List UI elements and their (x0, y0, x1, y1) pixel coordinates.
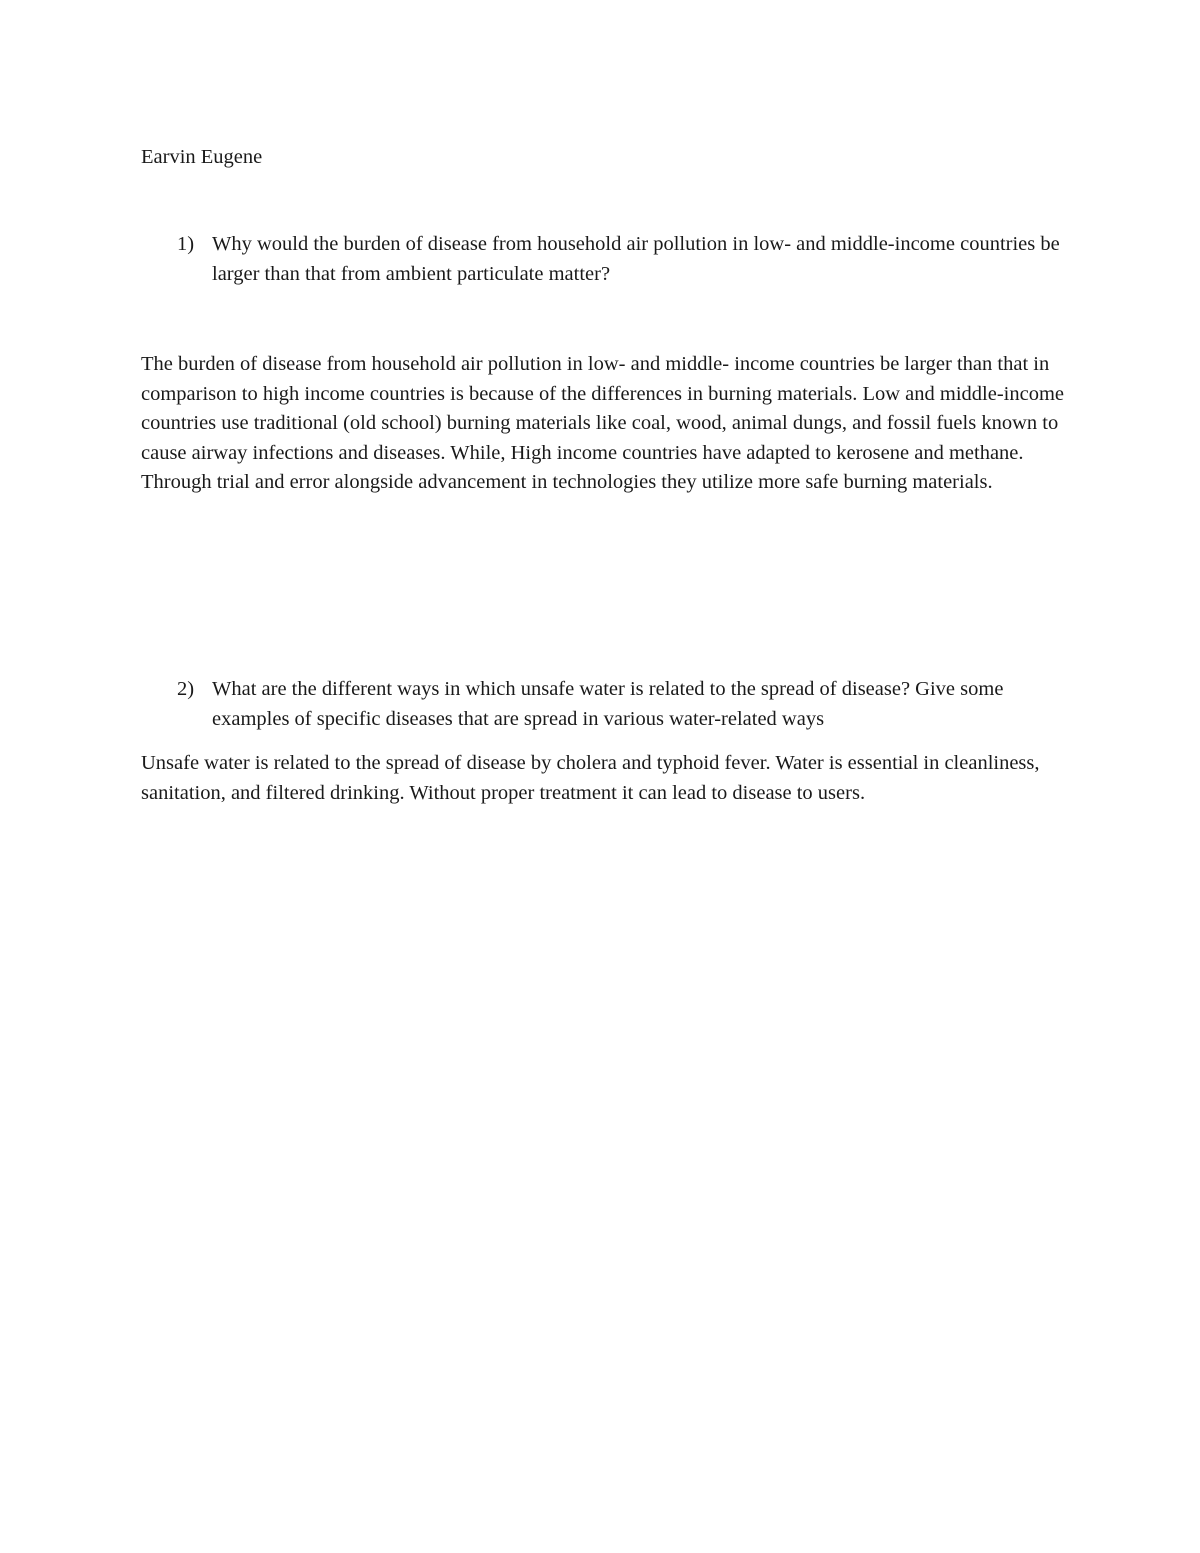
answer-text: The burden of disease from household air pollution in low- and middle- income countries be larger than that in comparison to high income countries is because of the differences in burning materials. Low and middle-income countries use traditional (old school) burning materials like coal, wood, animal dungs, and fossil fuels known to cause airway infections and diseases. While, High income countries have adapted to kerosene and methane. Through trial and error alongside advancement in technologies they utilize more safe burning materials. (141, 353, 1064, 493)
question-number: 2) (177, 678, 195, 700)
author-name: Earvin Eugene (141, 146, 263, 168)
question-1 (141, 230, 1061, 289)
question-text: What are the different ways in which unsafe water is related to the spread of disease? Give some examples of specific diseases that are spread in various water-related ways (212, 678, 1004, 730)
question-2 (141, 675, 1061, 734)
answer-2 (141, 749, 1066, 808)
question-text: Why would the burden of disease from household air pollution in low- and middle-income countries be larger than that from ambient particulate matter? (212, 233, 1060, 285)
answer-1 (141, 350, 1066, 498)
answer-text: Unsafe water is related to the spread of disease by cholera and typhoid fever. Water is essential in cleanliness, sanitation, and filtered drinking. Without proper treatment it can lead to disease to users. (141, 752, 1040, 804)
question-number: 1) (177, 233, 195, 255)
